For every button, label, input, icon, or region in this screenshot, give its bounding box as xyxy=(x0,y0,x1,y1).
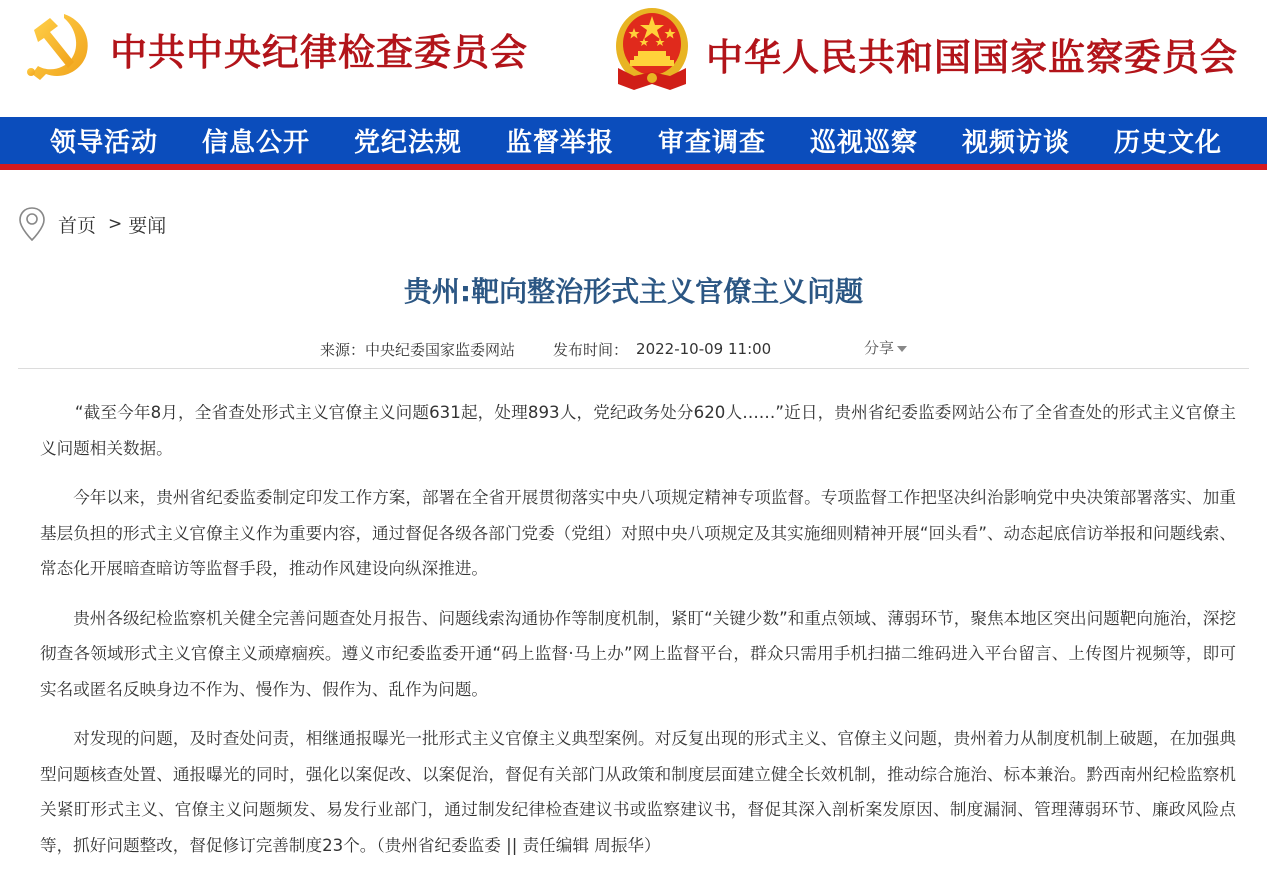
site-header xyxy=(0,0,1267,117)
breadcrumb-home[interactable]: 首页 xyxy=(58,214,97,237)
share-label: 分享 xyxy=(864,339,895,357)
article-paragraph: 对发现的问题，及时查处问责，相继通报曝光一批形式主义官僚主义典型案例。对反复出现的形式主义、官僚主义问题，贵州着力从制度机制上破题，在加强典型问题核查处置、通报曝光的同时，强化以案促改、以案促治，督促有关部门从政策和制度层面建立健全长效机制，推动综合施治、标本兼治。黔西南州纪检监察机关紧盯形式主义、官僚主义问题频发、易发行业部门，通过制发纪律检查建议书或监察建议书，督促其深入剖析案发原因、制度漏洞、管理薄弱环节、廉政风险点等，抓好问题整改，督促修订完善制度23个。（贵州省纪委监委 || 责任编辑 周振华） xyxy=(40,729,1236,855)
article-paragraph: “截至今年8月，全省查处形式主义官僚主义问题631起，处理893人，党纪政务处分620人……”近日，贵州省纪委监委网站公布了全省查处的形式主义官僚主义问题相关数据。 xyxy=(40,403,1236,458)
nav-item-inspection[interactable]: 巡视巡察 xyxy=(810,128,919,158)
nav-item-report[interactable]: 监督举报 xyxy=(506,128,615,158)
nav-item-info-disclosure[interactable]: 信息公开 xyxy=(202,128,311,158)
nav-item-leadership[interactable]: 领导活动 xyxy=(50,128,159,158)
publish-date: 2022-10-09 11:00 xyxy=(636,340,772,358)
article-meta xyxy=(320,338,771,360)
location-pin-icon xyxy=(18,206,46,242)
main-nav xyxy=(0,117,1267,164)
national-emblem-icon xyxy=(612,6,692,94)
ccdi-brand[interactable] xyxy=(20,8,528,84)
breadcrumb-current[interactable]: 要闻 xyxy=(128,214,167,237)
ccdi-title: 中共中央纪律检查委员会 xyxy=(110,30,528,74)
nsc-brand[interactable] xyxy=(612,6,1238,94)
nav-item-video[interactable]: 视频访谈 xyxy=(962,128,1071,158)
nav-item-history[interactable]: 历史文化 xyxy=(1114,128,1223,158)
nav-list xyxy=(0,117,1266,164)
share-button[interactable] xyxy=(864,337,907,358)
source-value: 中央纪委国家监委网站 xyxy=(365,340,516,359)
party-emblem-icon xyxy=(20,8,96,84)
article-paragraph: 贵州各级纪检监察机关健全完善问题查处月报告、问题线索沟通协作等制度机制，紧盯“关键少数”和重点领域、薄弱环节，聚焦本地区突出问题靶向施治，深挖彻查各领域形式主义官僚主义顽瘴痼疾。遵义市纪委监委开通“码上监督·马上办”网上监督平台，群众只需用手机扫描二维码进入平台留言、上传图片视频等，即可实名或匿名反映身边不作为、慢作为、假作为、乱作为问题。 xyxy=(40,608,1236,699)
nsc-title: 中华人民共和国国家监察委员会 xyxy=(706,35,1238,79)
breadcrumb xyxy=(18,205,166,243)
breadcrumb-separator: > xyxy=(108,214,123,234)
meta-divider xyxy=(18,368,1249,369)
article-body xyxy=(40,395,1236,877)
nav-item-investigation[interactable]: 审查调查 xyxy=(658,128,767,158)
date-label: 发布时间： xyxy=(553,340,629,359)
chevron-down-icon xyxy=(897,346,907,352)
nav-item-regulations[interactable]: 党纪法规 xyxy=(354,128,463,158)
article-paragraph: 今年以来，贵州省纪委监委制定印发工作方案，部署在全省开展贯彻落实中央八项规定精神专项监督。专项监督工作把坚决纠治影响党中央决策部署落实、加重基层负担的形式主义官僚主义作为重要内容，通过督促各级各部门党委（党组）对照中央八项规定及其实施细则精神开展“回头看”、动态起底信访举报和问题线索、常态化开展暗查暗访等监督手段，推动作风建设向纵深推进。 xyxy=(40,488,1236,578)
nav-accent-stripe xyxy=(0,164,1267,170)
article-title: 贵州:靶向整治形式主义官僚主义问题 xyxy=(403,275,864,308)
source-label: 来源： xyxy=(320,340,366,359)
